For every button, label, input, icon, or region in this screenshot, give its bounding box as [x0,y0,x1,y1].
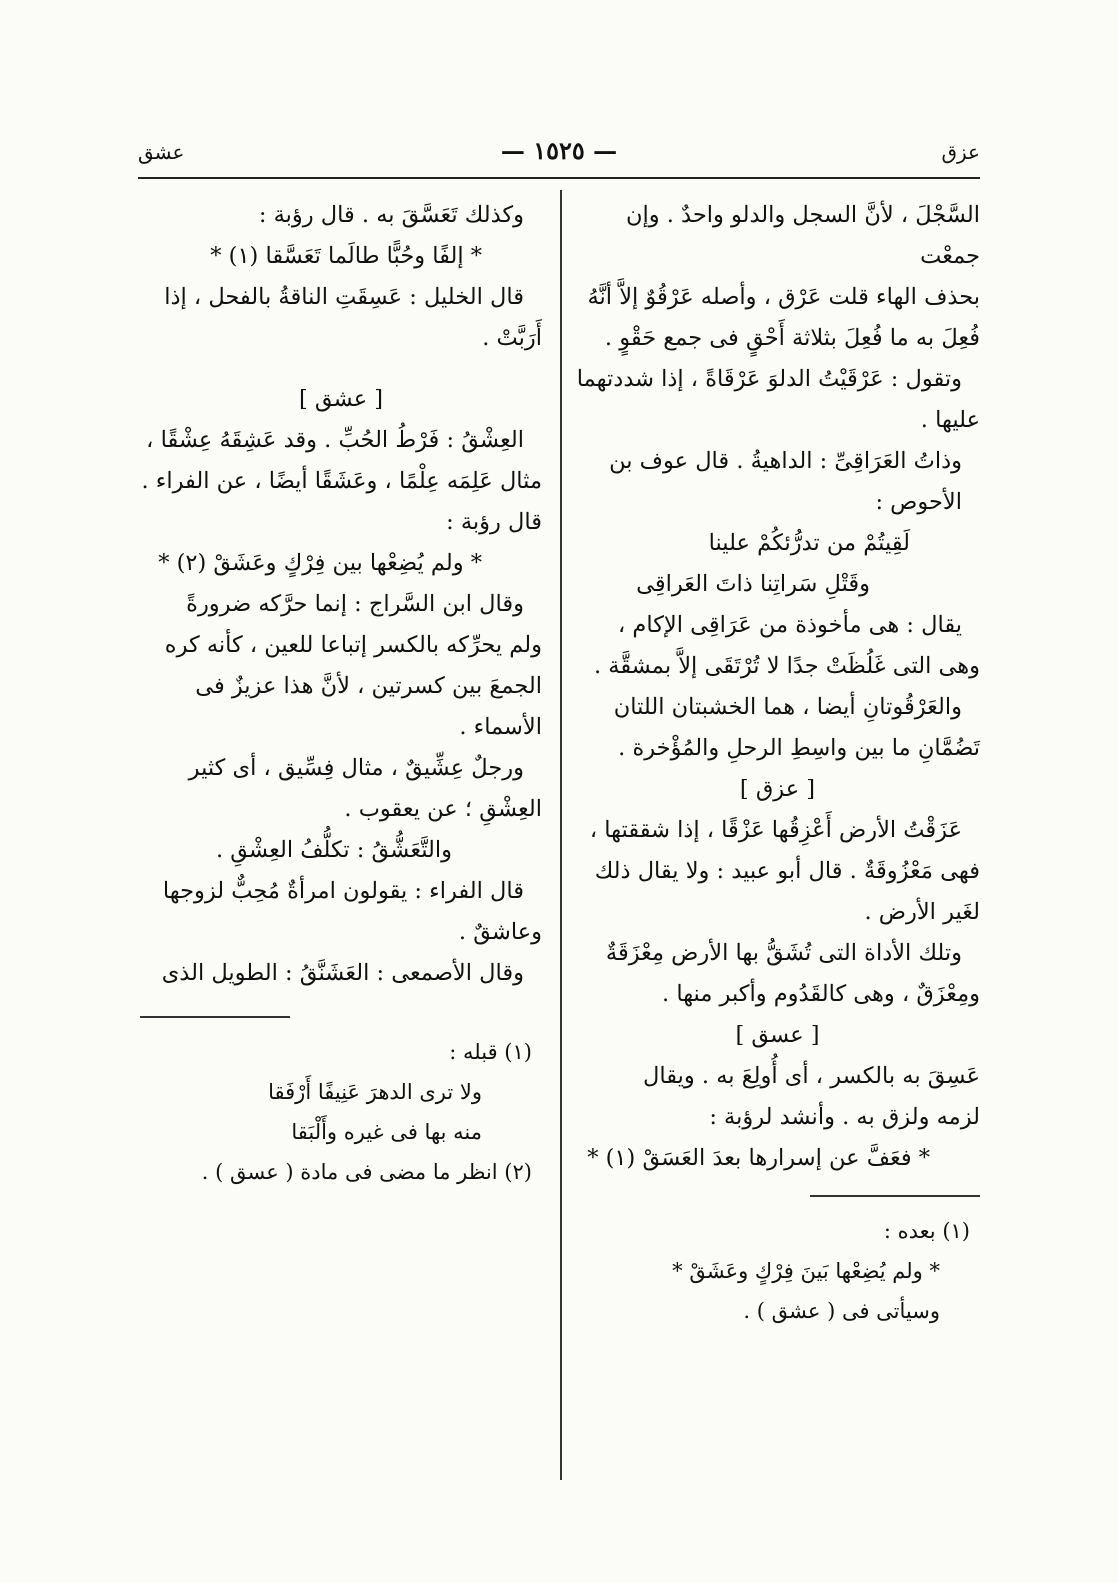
header-rule [138,177,980,179]
verse-line: * إلفًا وحُبًّا طالَما تَعَسَّقا (١) * [210,243,482,269]
text-line: العِشْقِ ؛ عن يعقوب . [344,796,542,822]
text-line: وعاشقٌ . [458,919,542,945]
text-line: وقال ابن السَّراج : إنما حرَّكه ضرورةً [186,591,524,617]
text-line: والعَرْقُوتانِ أيضا ، هما الخشبتان اللتان [613,694,962,720]
text-line: مثال عَلِمَه عِلْمًا ، وعَشَقًا أيضًا ، عن الفراء . [141,468,542,494]
text-line: وكذلك تَعَسَّقَ به . قال رؤبة : [258,202,524,228]
footnote-line: (٢) انظر ما مضى فى مادة ( عسق ) . [201,1160,532,1184]
text-line: عَسِقَ به بالكسر ، أى أُولِعَ به . ويقال [643,1063,980,1089]
text-line: وقال الأصمعى : العَشَنَّقُ : الطويل الذى [161,960,524,986]
text-line: وتلك الأداة التى تُشَقُّ بها الأرض مِعْزَقَةٌ [605,940,962,966]
text-line: ورجلٌ عِشِّيقٌ ، مثال فِسِّيق ، أى كثير [188,755,524,781]
footnote-line: (١) قبله : [449,1040,532,1064]
header-entry-left: عشق [138,140,185,164]
text-line: بحذف الهاء قلت عَرْق ، وأصله عَرْقُوٌ إلاَّ أنَّهُ [587,284,980,310]
text-line: فُعِلَ به ما فُعِلَ بثلاثة أَحْقٍ فى جمع حَقْوٍ . [604,325,980,351]
footnote-line: منه بها فى غيره وأَلْبَقا [291,1120,482,1144]
text-line: وذاتُ العَرَاقِىِّ : الداهيةُ . قال عوف بن الأحوص : [609,448,962,515]
text-line: تَضُمَّانِ ما بين واسِطِ الرحلِ والمُؤْخرة . [618,735,980,761]
text-line: فهى مَعْزُوقَةٌ . قال أبو عبيد : ولا يقال ذلك [594,858,980,884]
header-entry-right: عزق [941,140,980,164]
text-line: وتقول : عَرْقَيْتُ الدلوَ عَرْقَاةً ، إذا شددتهما [576,366,962,392]
text-line: قال الفراء : يقولون امرأةٌ مُحِبٌّ لزوجها [162,878,524,904]
entry-heading-azq: [ عزق ] [739,776,816,802]
footnote-rule [140,1016,290,1018]
text-line: ومِعْزَقٌ ، وهى كالقَدُوم وأكبر منها . [662,981,980,1007]
verse-line: وقَتْلِ سَراتِنا ذاتَ العَراقِى [636,571,870,597]
page-header [138,136,980,176]
text-line: عَزَقْتُ الأرض أَعْزِقُها عَزْقًا ، إذا شققتها ، [589,817,962,843]
text-line: السَّجْلَ ، لأنَّ السجل والدلو واحدٌ . وإن جمعْت [625,202,980,269]
text-line: قال رؤبة : [446,509,542,535]
footnote-line: ولا ترى الدهرَ عَنِيفًا أَرْفَقا [268,1080,482,1104]
footnote-line: * ولم يُضِعْها بَينَ فِرْكٍ وعَشَقْ * [672,1259,940,1283]
text-line: ولم يحرِّكه بالكسر إتباعا للعين ، كأنه كره [164,632,542,658]
footnote-line: (١) بعده : [883,1219,970,1243]
left-column [140,195,542,1192]
entry-heading-ishq: [ عشق ] [298,386,384,412]
text-line: أَرَبَّتْ . [482,325,542,351]
column-divider [560,190,562,1480]
page-number: — ١٥٢٥ — [500,136,618,165]
text-line: الجمعَ بين كسرتين ، لأنَّ هذا عزيزٌ فى [195,673,542,699]
footnote-rule [810,1195,980,1197]
entry-heading-asq: [ عسق ] [735,1022,820,1048]
text-line: يقال : هى مأخوذة من عَرَاقِى الإكام ، [618,612,962,638]
text-line: قال الخليل : عَسِقَتِ الناقةُ بالفحل ، إذا [164,284,524,310]
text-line: العِشْقُ : فَرْطُ الحُبِّ . وقد عَشِقَهُ عِشْقًا ، [146,427,524,453]
footnote-line: وسيأتى فى ( عشق ) . [743,1299,940,1323]
text-line: عليها . [920,407,980,433]
verse-line: * فعَفَّ عن إسرارها بعدَ العَسَقْ (١) * [587,1145,930,1171]
text-line: لزمه ولزق به . وأنشد لرؤبة : [709,1104,980,1130]
verse-line: * ولم يُضِعْها بين فِرْكٍ وعَشَقْ (٢) * [158,550,482,576]
text-line: الأسماء . [459,714,542,740]
spacer [140,359,542,379]
text-line: والتَّعَشُّقُ : تكلُّفُ العِشْقِ . [215,837,452,863]
right-column [575,195,980,1331]
text-line: وهى التى غَلُظَتْ جدًا لا تُرْتَقَى إلاَّ بمشقَّة . [593,653,980,679]
verse-line: لَقِيتُمْ من تدرُّئكُمْ علينا [708,530,910,556]
text-line: لغَير الأرض . [864,899,980,925]
